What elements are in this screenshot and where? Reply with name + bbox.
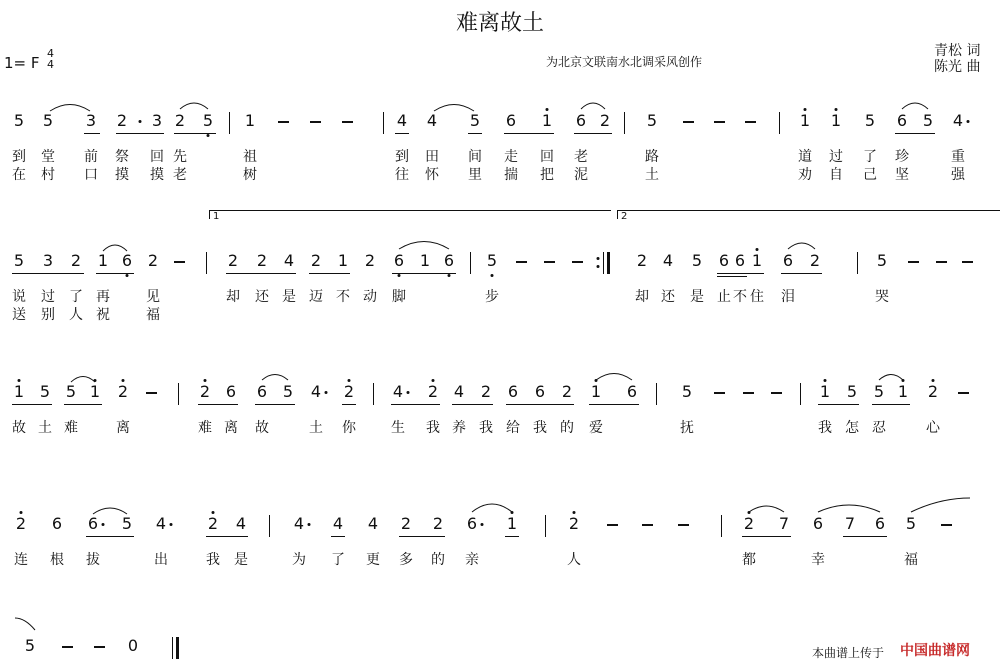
lyric: 摸 — [150, 167, 164, 183]
note: 5 — [486, 251, 498, 270]
lyric: 祭 — [115, 149, 129, 165]
lyric: 为 — [292, 552, 306, 568]
footer-text: 本曲谱上传于 — [812, 646, 885, 660]
lyric: 怀 — [425, 167, 439, 183]
slur — [103, 245, 127, 251]
note: 5 — [846, 382, 858, 401]
note: 5 — [691, 251, 703, 270]
slur — [434, 105, 474, 112]
note: 1 — [13, 382, 25, 401]
lyric: 迈 — [309, 289, 323, 305]
note: 3 — [42, 251, 54, 270]
note: 2 — [568, 514, 580, 533]
note: 1 — [541, 111, 553, 130]
lyric: 到 — [395, 149, 409, 165]
lyric: 把 — [540, 167, 554, 183]
note: 4 — [392, 382, 404, 401]
slur — [399, 242, 449, 250]
note: 4 — [662, 251, 674, 270]
lyric: 泪 — [781, 289, 795, 305]
note: 5 — [42, 111, 54, 130]
lyric: 回 — [150, 149, 164, 165]
note: 7 — [778, 514, 790, 533]
lyric: 动 — [363, 289, 377, 305]
note: 6 — [225, 382, 237, 401]
lyric: 祖 — [243, 149, 257, 165]
note: 5 — [873, 382, 885, 401]
lyric: 忍 — [872, 420, 886, 436]
lyric: 道 — [798, 149, 812, 165]
lyric: 送 — [12, 307, 26, 323]
lyric: 不 — [336, 289, 350, 305]
lyric: 人 — [567, 552, 581, 568]
note: 1 — [799, 111, 811, 130]
subtitle: 为北京文联南水北调采风创作 — [546, 55, 703, 69]
note: 1 — [819, 382, 831, 401]
note: 5 — [922, 111, 934, 130]
lyric: 田 — [425, 149, 439, 165]
song-title: 难离故土 — [455, 11, 544, 36]
note: 2 — [15, 514, 27, 533]
slur — [788, 243, 815, 249]
lyric: 我 — [426, 420, 440, 436]
lyric: 怎 — [845, 420, 859, 436]
note: 6 — [51, 514, 63, 533]
key-signature: 1= F — [4, 54, 40, 72]
note: 2 — [310, 251, 322, 270]
lyric: 福 — [904, 552, 918, 568]
note: 6 — [575, 111, 587, 130]
note: 2 — [147, 251, 159, 270]
time-signature-bottom: 4 — [47, 58, 54, 71]
lyric: 珍 — [895, 149, 909, 165]
lyric: 的 — [560, 420, 574, 436]
slur — [581, 103, 605, 109]
note: 6 — [812, 514, 824, 533]
lyric: 难 — [64, 420, 78, 436]
note: 3 — [151, 111, 163, 130]
lyric: 了 — [331, 552, 345, 568]
lyric: 里 — [468, 167, 482, 183]
note: 6 — [121, 251, 133, 270]
lyric: 住 — [750, 289, 764, 305]
lyric: 亲 — [465, 552, 479, 568]
lyric: 再 — [96, 289, 110, 305]
lyric: 幸 — [811, 552, 825, 568]
note: 6 — [393, 251, 405, 270]
volta-label: 1 — [213, 211, 220, 222]
lyric: 过 — [829, 149, 843, 165]
lyric: 往 — [395, 167, 409, 183]
lyric: 的 — [431, 552, 445, 568]
note: 4 — [426, 111, 438, 130]
note: 2 — [174, 111, 186, 130]
rest: 0 — [127, 636, 139, 655]
slur — [818, 505, 880, 512]
lyric: 是 — [690, 289, 704, 305]
lyric: 泥 — [574, 167, 588, 183]
note: 2 — [400, 514, 412, 533]
note: 1 — [419, 251, 431, 270]
lyric: 我 — [206, 552, 220, 568]
site-logo[interactable]: 中国曲谱网 — [900, 643, 970, 659]
lyric: 我 — [533, 420, 547, 436]
note: 1 — [337, 251, 349, 270]
note: 2 — [70, 251, 82, 270]
slur — [93, 508, 127, 514]
lyric: 土 — [645, 167, 659, 183]
note: 5 — [13, 111, 25, 130]
note: 2 — [636, 251, 648, 270]
slur — [472, 504, 512, 512]
note: 2 — [343, 382, 355, 401]
note: 2 — [743, 514, 755, 533]
note: 1 — [830, 111, 842, 130]
lyric: 口 — [84, 167, 98, 183]
composer-credit: 陈光 曲 — [934, 59, 981, 75]
note: 6 — [505, 111, 517, 130]
note: 2 — [427, 382, 439, 401]
lyric: 故 — [255, 420, 269, 436]
note: 1 — [897, 382, 909, 401]
lyric: 别 — [41, 307, 55, 323]
note: 4 — [283, 251, 295, 270]
note: 4 — [155, 514, 167, 533]
note: 2 — [480, 382, 492, 401]
note: 6 — [896, 111, 908, 130]
lyric: 坚 — [895, 167, 909, 183]
lyric: 脚 — [392, 289, 406, 305]
lyric: 我 — [818, 420, 832, 436]
lyric: 哭 — [875, 289, 889, 305]
slur — [71, 377, 95, 383]
lyric: 自 — [829, 167, 843, 183]
slur — [180, 103, 208, 109]
note: 6 — [874, 514, 886, 533]
lyric: 老 — [173, 167, 187, 183]
note: 4 — [332, 514, 344, 533]
lyric: 走 — [504, 149, 518, 165]
note: 4 — [453, 382, 465, 401]
note: 5 — [864, 111, 876, 130]
lyric: 树 — [243, 167, 257, 183]
lyric: 给 — [506, 420, 520, 436]
tie — [911, 498, 970, 512]
note: 6 — [534, 382, 546, 401]
note: 6 — [87, 514, 99, 533]
lyricist-credit: 青松 词 — [934, 43, 981, 59]
note: 2 — [227, 251, 239, 270]
lyric: 土 — [309, 420, 323, 436]
note: 2 — [809, 251, 821, 270]
lyric: 步 — [485, 289, 499, 305]
lyric: 不 — [733, 289, 747, 305]
note: 2 — [207, 514, 219, 533]
lyric: 路 — [645, 149, 659, 165]
note: 4 — [367, 514, 379, 533]
lyric: 离 — [224, 420, 238, 436]
note: 2 — [364, 251, 376, 270]
lyric: 拔 — [86, 552, 100, 568]
lyric: 都 — [742, 552, 756, 568]
note: 6 — [734, 251, 746, 270]
lyric: 是 — [234, 552, 248, 568]
note: 5 — [469, 111, 481, 130]
lyric: 村 — [41, 167, 55, 183]
note: 2 — [256, 251, 268, 270]
lyric: 了 — [863, 149, 877, 165]
time-signature-top: 4 — [47, 47, 54, 60]
note: 5 — [681, 382, 693, 401]
note: 4 — [396, 111, 408, 130]
lyric: 我 — [479, 420, 493, 436]
lyric: 摸 — [115, 167, 129, 183]
note: 1 — [89, 382, 101, 401]
note: 2 — [927, 382, 939, 401]
note: 5 — [121, 514, 133, 533]
note: 7 — [844, 514, 856, 533]
lyric: 止 — [717, 289, 731, 305]
note: 5 — [876, 251, 888, 270]
lyric: 还 — [661, 289, 675, 305]
note: 1 — [751, 251, 763, 270]
lyric: 回 — [540, 149, 554, 165]
lyric: 过 — [41, 289, 55, 305]
note: 1 — [506, 514, 518, 533]
note: 4 — [235, 514, 247, 533]
note: 4 — [952, 111, 964, 130]
note: 6 — [256, 382, 268, 401]
lyric: 爱 — [589, 420, 603, 436]
lyric: 多 — [399, 552, 413, 568]
lyric: 养 — [452, 420, 466, 436]
note: 6 — [507, 382, 519, 401]
note: 4 — [293, 514, 305, 533]
slur — [749, 506, 784, 512]
lyric: 劝 — [798, 167, 812, 183]
lyric: 离 — [116, 420, 130, 436]
lyric: 你 — [342, 420, 356, 436]
lyric: 见 — [146, 289, 160, 305]
note: 5 — [24, 636, 36, 655]
note: 2 — [561, 382, 573, 401]
lyric: 更 — [366, 552, 380, 568]
note: 5 — [905, 514, 917, 533]
note: 1 — [244, 111, 256, 130]
lyric: 土 — [38, 420, 52, 436]
lyric: 揣 — [504, 167, 518, 183]
lyric: 连 — [14, 552, 28, 568]
lyric: 堂 — [41, 149, 55, 165]
lyric: 祝 — [96, 307, 110, 323]
slur — [50, 105, 90, 112]
lyric: 间 — [468, 149, 482, 165]
lyric: 前 — [84, 149, 98, 165]
note: 2 — [599, 111, 611, 130]
note: 5 — [646, 111, 658, 130]
volta-label: 2 — [621, 211, 628, 222]
slur — [902, 103, 928, 109]
lyric: 根 — [50, 552, 64, 568]
tie — [15, 618, 35, 630]
note: 1 — [590, 382, 602, 401]
lyric: 却 — [635, 289, 649, 305]
note: 6 — [443, 251, 455, 270]
note: 1 — [97, 251, 109, 270]
lyric: 抚 — [680, 420, 694, 436]
lyric: 难 — [198, 420, 212, 436]
note: 5 — [13, 251, 25, 270]
note: 3 — [85, 111, 97, 130]
lyric: 说 — [12, 289, 26, 305]
slur — [262, 375, 288, 381]
lyric: 重 — [951, 149, 965, 165]
lyric: 人 — [69, 307, 83, 323]
note: 2 — [117, 382, 129, 401]
lyric: 出 — [154, 552, 168, 568]
note: 5 — [202, 111, 214, 130]
note: 4 — [310, 382, 322, 401]
lyric: 却 — [226, 289, 240, 305]
lyric: 是 — [282, 289, 296, 305]
lyric: 在 — [12, 167, 26, 183]
lyric: 福 — [146, 307, 160, 323]
note: 2 — [116, 111, 128, 130]
note: 6 — [466, 514, 478, 533]
lyric: 到 — [12, 149, 26, 165]
slur — [879, 375, 903, 381]
note: 6 — [626, 382, 638, 401]
lyric: 生 — [391, 420, 405, 436]
lyric: 己 — [863, 167, 877, 183]
note: 6 — [718, 251, 730, 270]
note: 2 — [432, 514, 444, 533]
lyric: 了 — [69, 289, 83, 305]
note: 2 — [199, 382, 211, 401]
note: 5 — [39, 382, 51, 401]
note: 5 — [282, 382, 294, 401]
note: 5 — [65, 382, 77, 401]
lyric: 故 — [12, 420, 26, 436]
lyric: 还 — [255, 289, 269, 305]
lyric: 老 — [574, 149, 588, 165]
lyric: 强 — [951, 167, 965, 183]
slur — [596, 374, 632, 381]
note: 6 — [782, 251, 794, 270]
lyric: 先 — [173, 149, 187, 165]
lyric: 心 — [926, 420, 940, 436]
